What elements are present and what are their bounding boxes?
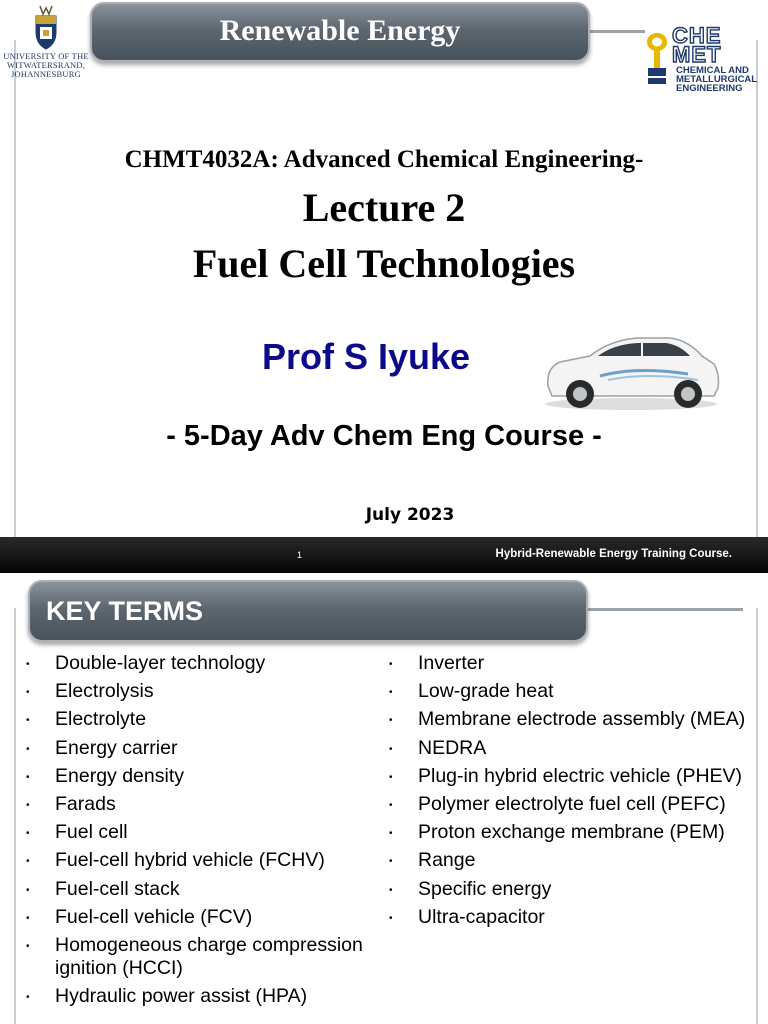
- term-text: Fuel-cell vehicle (FCV): [55, 905, 253, 928]
- list-item: [24, 652, 374, 675]
- list-item: [387, 708, 747, 731]
- lecture-date: July 2023: [365, 505, 455, 525]
- bullet-icon: •: [389, 828, 393, 840]
- term-text: Ultra-capacitor: [418, 905, 545, 928]
- term-text: Homogeneous charge compression ignition (HCCI): [55, 933, 363, 979]
- bullet-icon: •: [26, 992, 30, 1004]
- list-item: [24, 793, 374, 816]
- slide-frame: [14, 40, 758, 540]
- bullet-icon: •: [389, 884, 393, 896]
- lecture-number: Lecture 2: [302, 185, 466, 230]
- term-text: Polymer electrolyte fuel cell (PEFC): [418, 792, 726, 815]
- term-text: Specific energy: [418, 877, 552, 900]
- list-item: [24, 765, 374, 788]
- term-text: Energy carrier: [55, 736, 178, 759]
- chemet-line1: CHE: [672, 23, 722, 48]
- term-text: Fuel-cell hybrid vehicle (FCHV): [55, 849, 325, 872]
- title-banner: [28, 580, 588, 642]
- list-item: [24, 985, 374, 1008]
- list-item: [24, 737, 374, 760]
- bullet-icon: •: [26, 884, 30, 896]
- list-item: [24, 821, 374, 844]
- chemet-line2: MET: [672, 42, 722, 67]
- term-text: Inverter: [418, 652, 485, 674]
- slide-title: KEY TERMS: [46, 596, 204, 626]
- course-title: CHMT4032A: Advanced Chemical Engineering-: [124, 146, 644, 173]
- slide-footer: [0, 537, 768, 573]
- university-name-line1: UNIVERSITY OF THE: [3, 51, 89, 61]
- list-item: [387, 878, 747, 901]
- bullet-icon: •: [26, 743, 30, 755]
- university-name-line3: JOHANNESBURG: [11, 69, 81, 79]
- university-crest-icon: [31, 2, 61, 52]
- term-text: Hydraulic power assist (HPA): [55, 985, 308, 1008]
- term-text: Range: [418, 849, 476, 872]
- banner-title: Renewable Energy: [219, 14, 461, 47]
- term-text: Electrolysis: [55, 680, 154, 703]
- term-text: Electrolyte: [55, 708, 147, 731]
- key-terms-left-list: [24, 652, 374, 1013]
- bullet-icon: •: [389, 856, 393, 868]
- course-subtitle: - 5-Day Adv Chem Eng Course -: [166, 420, 602, 452]
- term-text: Membrane electrode assembly (MEA): [418, 708, 746, 731]
- footer-text: Hybrid-Renewable Energy Training Course.: [495, 548, 732, 560]
- term-text: Energy density: [55, 764, 184, 787]
- lecture-topic: Fuel Cell Technologies: [192, 241, 576, 286]
- chemet-line4: METALLURGICAL: [676, 74, 758, 85]
- list-item: [387, 906, 747, 929]
- list-item: [387, 793, 747, 816]
- term-text: Fuel-cell stack: [55, 877, 180, 900]
- term-text: Fuel cell: [55, 821, 128, 844]
- bullet-icon: •: [26, 940, 30, 952]
- bullet-icon: •: [389, 799, 393, 811]
- list-item: [387, 821, 747, 844]
- key-terms-slide: [0, 578, 768, 1024]
- bullet-icon: •: [26, 799, 30, 811]
- bullet-icon: •: [389, 912, 393, 924]
- term-text: Proton exchange membrane (PEM): [418, 821, 725, 844]
- list-item: [387, 680, 747, 703]
- term-text: Low-grade heat: [418, 680, 554, 703]
- presenter-name: Prof S Iyuke: [262, 336, 471, 377]
- list-item: [24, 849, 374, 872]
- university-name-line2: WITWATERSRAND,: [6, 60, 86, 70]
- list-item: [387, 765, 747, 788]
- chemet-line3: CHEMICAL AND: [676, 65, 749, 76]
- list-item: [387, 849, 747, 872]
- key-terms-right-list: [387, 652, 747, 934]
- bullet-icon: •: [389, 771, 393, 783]
- bullet-icon: •: [389, 687, 393, 699]
- list-item: [24, 906, 374, 929]
- bullet-icon: •: [389, 715, 393, 727]
- banner-connector: [585, 30, 645, 33]
- university-logo: [2, 2, 90, 86]
- term-text: Plug-in hybrid electric vehicle (PHEV): [418, 764, 743, 787]
- chemet-line5: ENGINEERING: [676, 83, 743, 94]
- flask-icon: [644, 28, 670, 88]
- bullet-icon: •: [26, 715, 30, 727]
- bullet-icon: •: [26, 659, 30, 670]
- bullet-icon: •: [26, 856, 30, 868]
- bullet-icon: •: [26, 912, 30, 924]
- list-item: [24, 708, 374, 731]
- bullet-icon: •: [389, 659, 393, 670]
- list-item: [24, 878, 374, 901]
- page-number: 1: [297, 550, 303, 560]
- list-item: [24, 934, 374, 980]
- bullet-icon: •: [26, 828, 30, 840]
- term-text: Double-layer technology: [55, 652, 266, 674]
- bullet-icon: •: [389, 743, 393, 755]
- bullet-icon: •: [26, 771, 30, 783]
- fuel-cell-car-image: [538, 318, 724, 418]
- term-text: Farads: [55, 792, 116, 815]
- list-item: [24, 680, 374, 703]
- list-item: [387, 652, 747, 675]
- title-banner: [90, 2, 590, 62]
- banner-connector: [583, 608, 743, 611]
- term-text: NEDRA: [418, 736, 487, 759]
- list-item: [387, 737, 747, 760]
- chemet-logo: [640, 22, 758, 94]
- bullet-icon: •: [26, 687, 30, 699]
